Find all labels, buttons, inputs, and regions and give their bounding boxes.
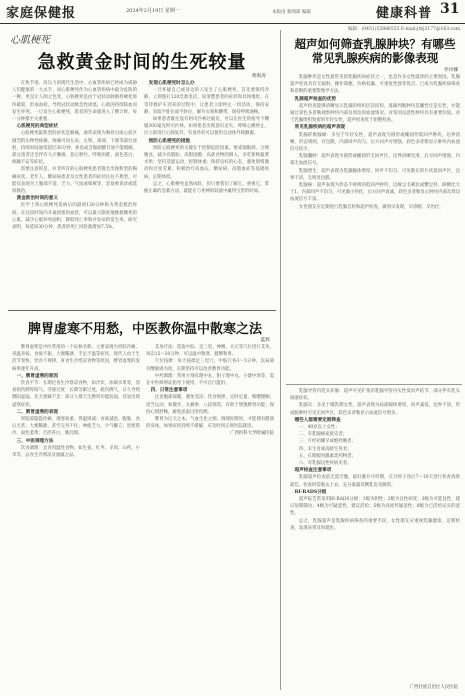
paragraph: 医学上将心肌梗死发病后的最初120分钟称为黄金救治时间。在这段时间内开通闭塞的血管，可以最大限度地挽救濒死的心肌，减少心肌坏死面积，降低死亡率和并发症的发生率。研究表明，每延误30分钟，患者的死亡风险就增加7.5%。 [12, 203, 137, 231]
article3-column-1 [12, 344, 140, 688]
section-title: 健康科普 [376, 6, 433, 21]
subheading: BI-RADS分级 [294, 489, 327, 495]
page-number: 31 [440, 1, 460, 17]
editor-contact-line: 编辑：(0451)55886555 E-mail:jtbj3177@163.com [348, 27, 460, 32]
paragraph: 艾灸疗法：选取中脘、足三里、神阙、关元等穴位进行艾灸，每次15～20分钟，可以温中散寒、健脾和胃。 [146, 345, 274, 358]
list-item: 一、40岁以上女性； [298, 425, 340, 431]
article1-kicker: 心肌梗死 [10, 35, 50, 46]
paragraph: 乳腺肿块是女性最常见的乳腺疾病症状之一，也是许多女性就诊的主要原因。乳腺超声检查具有无辐射、操作简便、价格低廉、可重复性强等优点，已成为乳腺疾病筛查和诊断的重要影像学方法。 [290, 75, 460, 95]
subheading: 二、脾胃虚寒的表现 [16, 409, 58, 415]
article2-title: 超声如何筛查乳腺肿块？有哪些常见乳腺疾病的影像表现 [294, 37, 456, 65]
subheading: 心肌梗死的典型症状 [16, 124, 58, 130]
right-bottom-column [290, 388, 460, 678]
article-divider [8, 310, 276, 311]
article2-byline: 李玲娜 [443, 68, 458, 73]
paragraph: 心肌梗死最典型的症状是胸痛，通常表现为胸骨后或心前区剧烈的压榨性疼痛，疼痛可向左肩、左臂、颈部、下颌等部位放射，持续时间通常超过30分钟，休息或含服硝酸甘油不能缓解。部分患者还会伴有大汗淋漓、恶心呕吐、呼吸困难、面色苍白、烦躁不安等症状。 [12, 131, 137, 166]
article1-column-1 [12, 80, 137, 308]
article1-title: 急救黄金时间的生死较量 [37, 52, 247, 73]
right-source: 广西壮族自治区人民医院 [409, 685, 458, 690]
subheading: 四、日常注意事项 [150, 388, 188, 394]
subheading: 预防心肌梗死的措施 [148, 138, 190, 144]
paragraph: 乳腺超声检查前无需空腹，最好避开月经期，在月经干净后7～10天进行检查效果最佳。检查时需脱去上衣，充分暴露双侧乳房及腋窝。 [290, 475, 460, 488]
paragraph: 乳腺纤维腺瘤：多见于年轻女性，超声表现为圆形或椭圆形低回声肿块，边界清晰，形态规则，有包膜，内部回声均匀，后方回声可增强，彩色多普勒显示肿块内血流信号较少。 [290, 132, 460, 153]
paragraph: 在快节奏、高压力的现代生活中，心血管疾病已经成为威胁人们健康的一大杀手，而心肌梗死作为心血管疾病中最为危险的一种，更是让人闻之色变。心肌梗死是由于冠状动脉粥样硬化斑块破裂，形成血栓，导致冠状动脉急性闭塞，心肌因持续缺血而发生坏死。一旦发生心肌梗死，患者的生命就进入了倒计时，每一分钟都至关重要。 [12, 81, 137, 123]
paragraph: 饮食调理：宜食用温性食物，如生姜、红枣、羊肉、山药、小米等，忌食生冷寒凉及油腻之品。 [12, 445, 140, 459]
list-item: 二、有乳腺癌家族史者； [298, 432, 348, 438]
article3-column-2 [146, 344, 274, 688]
newspaper-name: 家庭保健报 [6, 6, 77, 21]
issue-date: 2024年2月19日 星期一 [126, 8, 180, 14]
list-item: 六、有乳腺良性疾病史者。 [298, 461, 352, 467]
paragraph: 总之，乳腺超声是乳腺疾病筛查的重要手段，女性朋友应重视乳腺健康，定期检查，发现异常及时就医。 [290, 518, 460, 531]
right-divider [286, 384, 462, 385]
paragraph: 超声报告常采用BI-RADS分级：1级为阴性；2级为良性病变；3级为可能良性，建议短期随访；4级为可疑恶性，建议活检；5级为高度怀疑恶性；6级为已活检证实的恶性。 [290, 497, 460, 517]
paragraph: 如果患者既往没有阿司匹林过敏史，可以在医生的指导下嚼服300毫克阿司匹林。如果患者出现意识丧失、呼吸心跳停止，应立即进行心肺复苏，有条件的可以使用自动体外除颤器。 [144, 117, 269, 137]
subheading: 哪些人群需要定期筛查 [294, 417, 341, 423]
paragraph: 乳腺炎：多见于哺乳期女性，超声表现为局部腺体增厚，回声减低，边界不清，形成脓肿时可见无回声区，彩色多普勒显示血流信号增多。 [290, 403, 460, 416]
paragraph: 中药调理：常用方剂有理中丸、附子理中丸、小建中汤等，需在中医师辨证指导下使用，不可自行滥用。 [146, 373, 274, 387]
paragraph: 乳腺囊肿：超声表现为圆形或椭圆形无回声区，边界清晰光滑，后方回声增强，内部无血流信号。 [290, 154, 460, 167]
paragraph: 胃脘部隐隐作痛，遇寒加重，得温则减；食欲减退，腹胀，食后尤甚；大便稀溏，甚至完谷不化；神疲乏力，少气懒言；畏寒肢冷，面色萎黄；舌淡苔白，脉沉细。 [12, 417, 140, 437]
list-item: 三、月经初潮早或绝经晚者； [298, 439, 356, 445]
subheading: 超声检查注意事项 [294, 468, 332, 474]
paragraph: 脾胃为后天之本，气血生化之源。调理好脾胃，才能拥有健康的身体。如果症状持续不缓解，应及时到正规医院就诊。 [146, 417, 274, 430]
paragraph: 预防心肌梗死的关键在于控制危险因素。要戒烟限酒，合理膳食，减少高脂肪、高胆固醇、高盐食物的摄入，多吃新鲜蔬菜水果；坚持适量运动，控制体重；保持良好的心态，避免情绪激动和过度劳累；积极治疗高血压、糖尿病、高脂血症等基础疾病，定期体检。 [144, 145, 269, 180]
masthead [0, 0, 465, 24]
section-info: 本版由 新闻部 编辑 [272, 10, 311, 15]
article1-byline: 黄海涛 [251, 74, 266, 79]
article3-byline: 蓝辉 [260, 338, 270, 343]
subheading: 一、脾胃虚寒的原因 [16, 373, 58, 379]
paragraph: 超声检查能够清晰显示乳腺的组织层次结构，准确判断肿块是囊性还是实性，并能通过彩色多普勒观察肿块内部及周边的血流情况，对鉴别良恶性肿块具有重要价值。对于乳腺组织致密的年轻女性，超声检查优于钼靶检查。 [290, 103, 460, 124]
paragraph: 女性朋友应定期进行乳腺自检和超声检查，做到早发现、早诊断、早治疗。 [298, 204, 444, 210]
subheading: 三、中医调理方法 [16, 438, 54, 444]
paragraph: 乳腺导管内乳头状瘤：超声可见扩张的乳腺导管内实性低回声结节，部分伴有乳头溢液症状。 [290, 389, 460, 402]
column-divider [280, 30, 281, 690]
paragraph: 饮食不节：长期过食生冷寒凉食物，如冷饮、冰镇水果等，容易损伤脾胃阳气。劳倦过度：长期劳累过度，耗伤脾气，日久导致脾阳虚弱。先天禀赋不足：部分人群天生脾胃功能较弱，容易出现虚寒症状。 [12, 381, 140, 408]
list-item: 五、长期服用激素类药物者； [298, 453, 356, 459]
paragraph: 乳腺癌：超声表现为形态不规则的低回声肿块，边缘呈毛刺状或蟹足样，纵横比大于1，内部回声不均匀，可见微小钙化，后方回声衰减，彩色多普勒显示肿块内部及周边血流信号丰富。 [290, 183, 460, 203]
article3-source: 广西医科大学附属医院 [230, 431, 274, 437]
subheading: 常见乳腺疾病的超声表现 [294, 125, 346, 131]
subheading: 乳腺超声检查的优势 [294, 96, 336, 102]
article3-title: 脾胃虚寒不用愁，中医教你温中散寒之法 [27, 322, 262, 337]
list-item: 四、未生育或高龄生育者； [298, 446, 352, 452]
paragraph: 总之，心肌梗死虽然凶险，但只要我们了解它、重视它，掌握正确的急救方法，就能在与死神的较量中赢得宝贵的时间。 [144, 181, 269, 195]
paragraph: 需要注意的是，并非所有的心肌梗死患者都会出现典型的胸痛症状。老年人、糖尿病患者及女性患者的症状往往不典型，可能仅表现为上腹部不适、乏力、气短或晕厥等，容易被误诊或延误救治。 [12, 167, 137, 195]
paragraph: 注意腹部保暖，避免受凉；饮食规律，定时定量，细嚼慢咽；适当运动，如散步、太极拳、八段锦等，有助于增强脾胃功能；保持心情舒畅，避免思虑过度伤脾。 [146, 395, 274, 415]
article1-column-2 [144, 80, 269, 308]
paragraph: 脾胃虚寒是中医常用的一个证候名称，主要表现为胃脘冷痛、喜温喜按、食欲不振、大便稀溏、手足不温等症状。现代人由于生活节奏快、饮食不规律、喜食生冷寒凉食物等原因，脾胃虚寒的发病率逐年升高。 [12, 345, 140, 372]
article2-column [290, 74, 460, 379]
paragraph: 穴位按摩：每天按揉足三里穴、中脘穴各3～5分钟，以局部有酸胀感为度，长期坚持可以改善脾胃功能。 [146, 359, 274, 372]
paragraph: 乳腺增生：超声表现为乳腺腺体增厚，回声不均匀，可见散在的片状低回声区，边界不清，无明显包膜。 [290, 168, 460, 181]
paragraph: 一旦怀疑自己或身边的人发生了心肌梗死，首先要保持冷静，立即拨打120急救电话，说清楚患者的症状和具体地址。在等待救护车到来的过程中，让患者立即停止一切活动，保持安静，采取半卧位或平卧位，解开衣领和腰带，保持呼吸通畅。 [144, 88, 269, 115]
subheading: 黄金救治时间的意义 [16, 196, 58, 202]
subheading: 发现心肌梗死时怎么办 [148, 81, 195, 86]
